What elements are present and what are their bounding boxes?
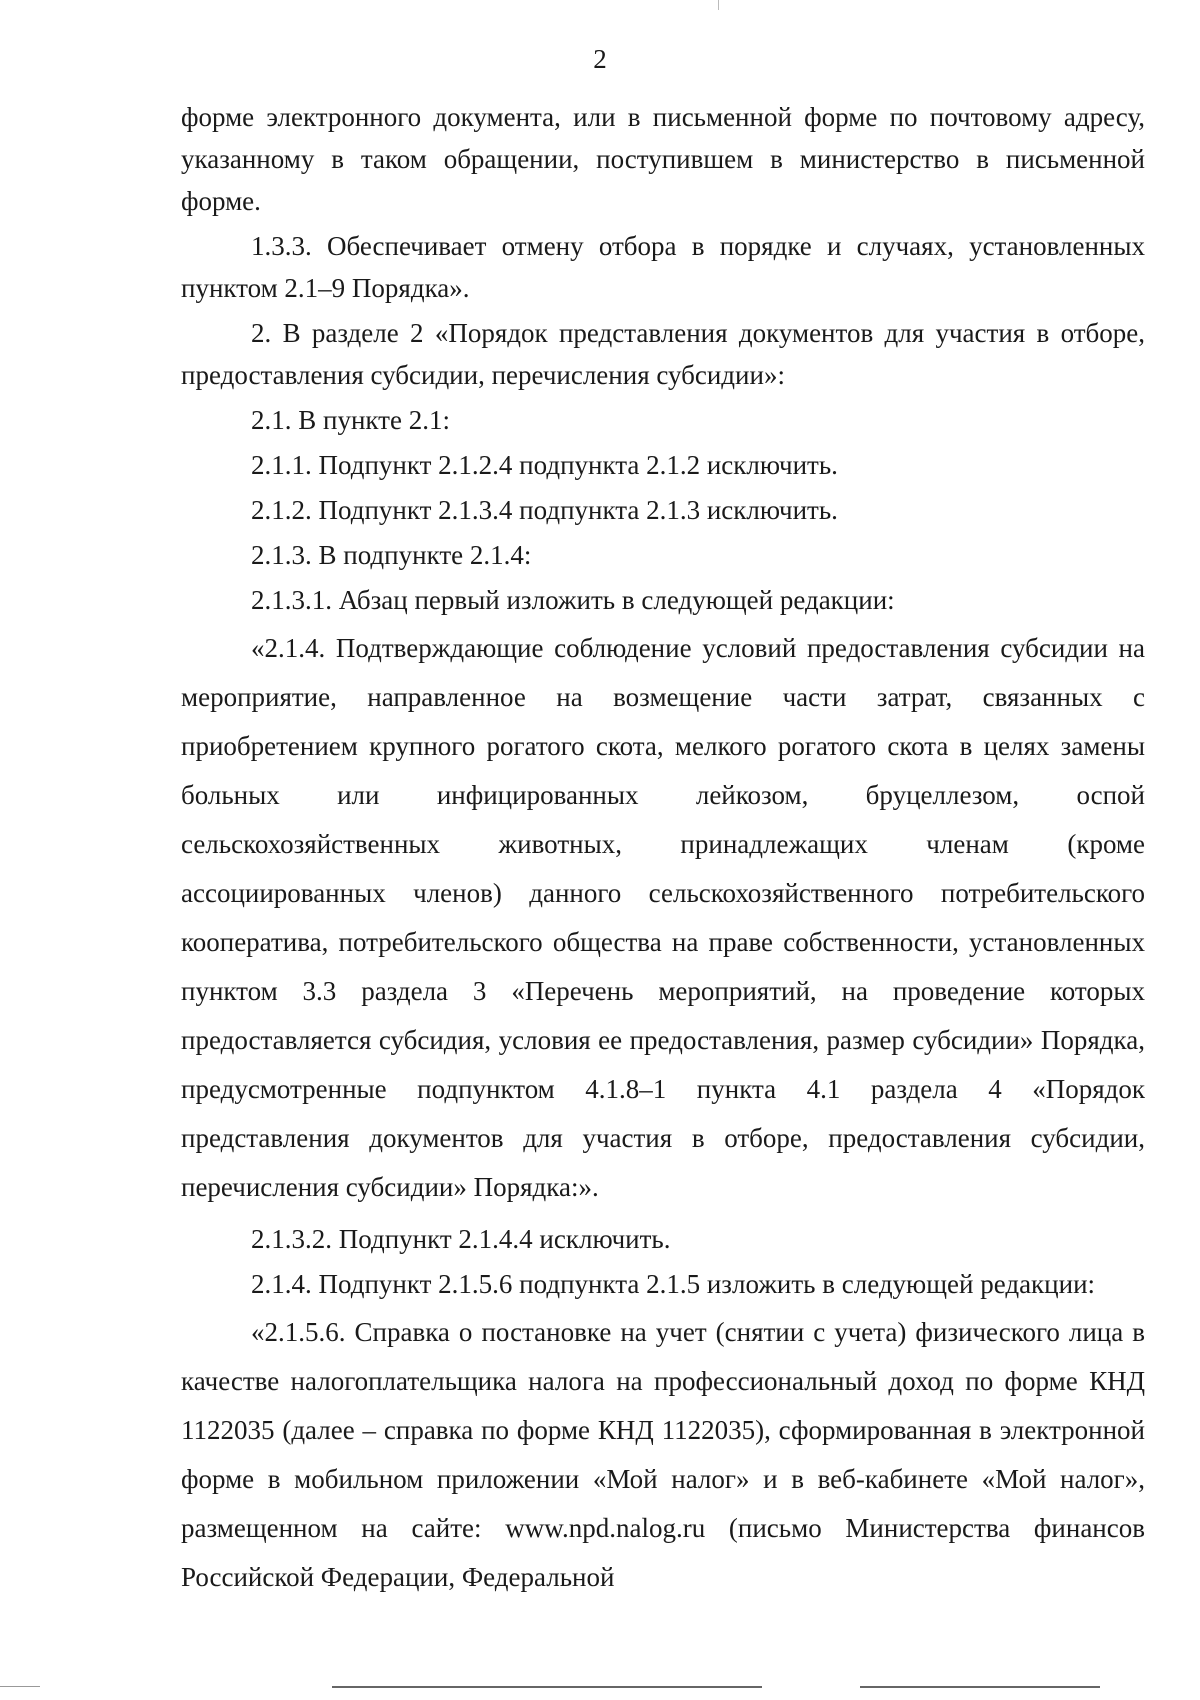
paragraph-continuation: форме электронного документа, или в письменной форме по почтовому адресу, указанному в таком обращении, поступившем в министерство в письменной форме. [181,102,1145,216]
paragraph-2-1-3-2: 2.1.3.2. Подпункт 2.1.4.4 исключить. [251,1224,671,1254]
footer-rule-right [860,1686,1100,1688]
page-number: 2 [593,44,607,74]
paragraph-1-3-3: 1.3.3. Обеспечивает отмену отбора в порядке и случаях, установленных пунктом 2.1–9 Порядка». [181,231,1145,303]
footer-rule [332,1686,762,1688]
paragraph-2-1-4: 2.1.4. Подпункт 2.1.5.6 подпункта 2.1.5 изложить в следующей редакции: [251,1269,1096,1299]
paragraph-2-1-2: 2.1.2. Подпункт 2.1.3.4 подпункта 2.1.3 исключить. [251,495,838,525]
document-body [181,96,1145,1608]
paragraph-2-1-3-1: 2.1.3.1. Абзац первый изложить в следующей редакции: [251,585,895,615]
scan-edge-mark [0,1686,40,1687]
scan-mark [718,0,719,10]
paragraph-2-1-3: 2.1.3. В подпункте 2.1.4: [251,540,532,570]
paragraph-quote-2-1-5-6: «2.1.5.6. Справка о постановке на учет (снятии с учета) физического лица в качестве налогоплательщика налога на профессиональный доход по форме КНД 1122035 (далее – справка по форме КНД 1122035), сформированная в электронной форме в мобильном приложении «Мой налог» и в веб-кабинете «Мой налог», размещенном на сайте: www.npd.nalog.ru (письмо Министерства финансов Российской Федерации, Федеральной [181,1317,1145,1592]
paragraph-quote-2-1-4: «2.1.4. Подтверждающие соблюдение условий предоставления субсидии на мероприятие, направленное на возмещение части затрат, связанных с приобретением крупного рогатого скота, мелкого рогатого скота в целях замены больных или инфицированных лейкозом, бруцеллезом, оспой сельскохозяйственных животных, принадлежащих членам (кроме ассоциированных членов) данного сельскохозяйственного потребительского кооператива, потребительского общества на праве собственности, установленных пунктом 3.3 раздела 3 «Перечень мероприятий, на проведение которых предоставляется субсидия, условия ее предоставления, размер субсидии» Порядка, предусмотренные подпунктом 4.1.8–1 пункта 4.1 раздела 4 «Порядок представления документов для участия в отборе, предоставления субсидии, перечисления субсидии» Порядка:». [181,633,1145,1202]
paragraph-2: 2. В разделе 2 «Порядок представления документов для участия в отборе, предоставления субсидии, перечисления субсидии»: [181,318,1145,390]
paragraph-2-1: 2.1. В пункте 2.1: [251,405,450,435]
paragraph-2-1-1: 2.1.1. Подпункт 2.1.2.4 подпункта 2.1.2 исключить. [251,450,838,480]
